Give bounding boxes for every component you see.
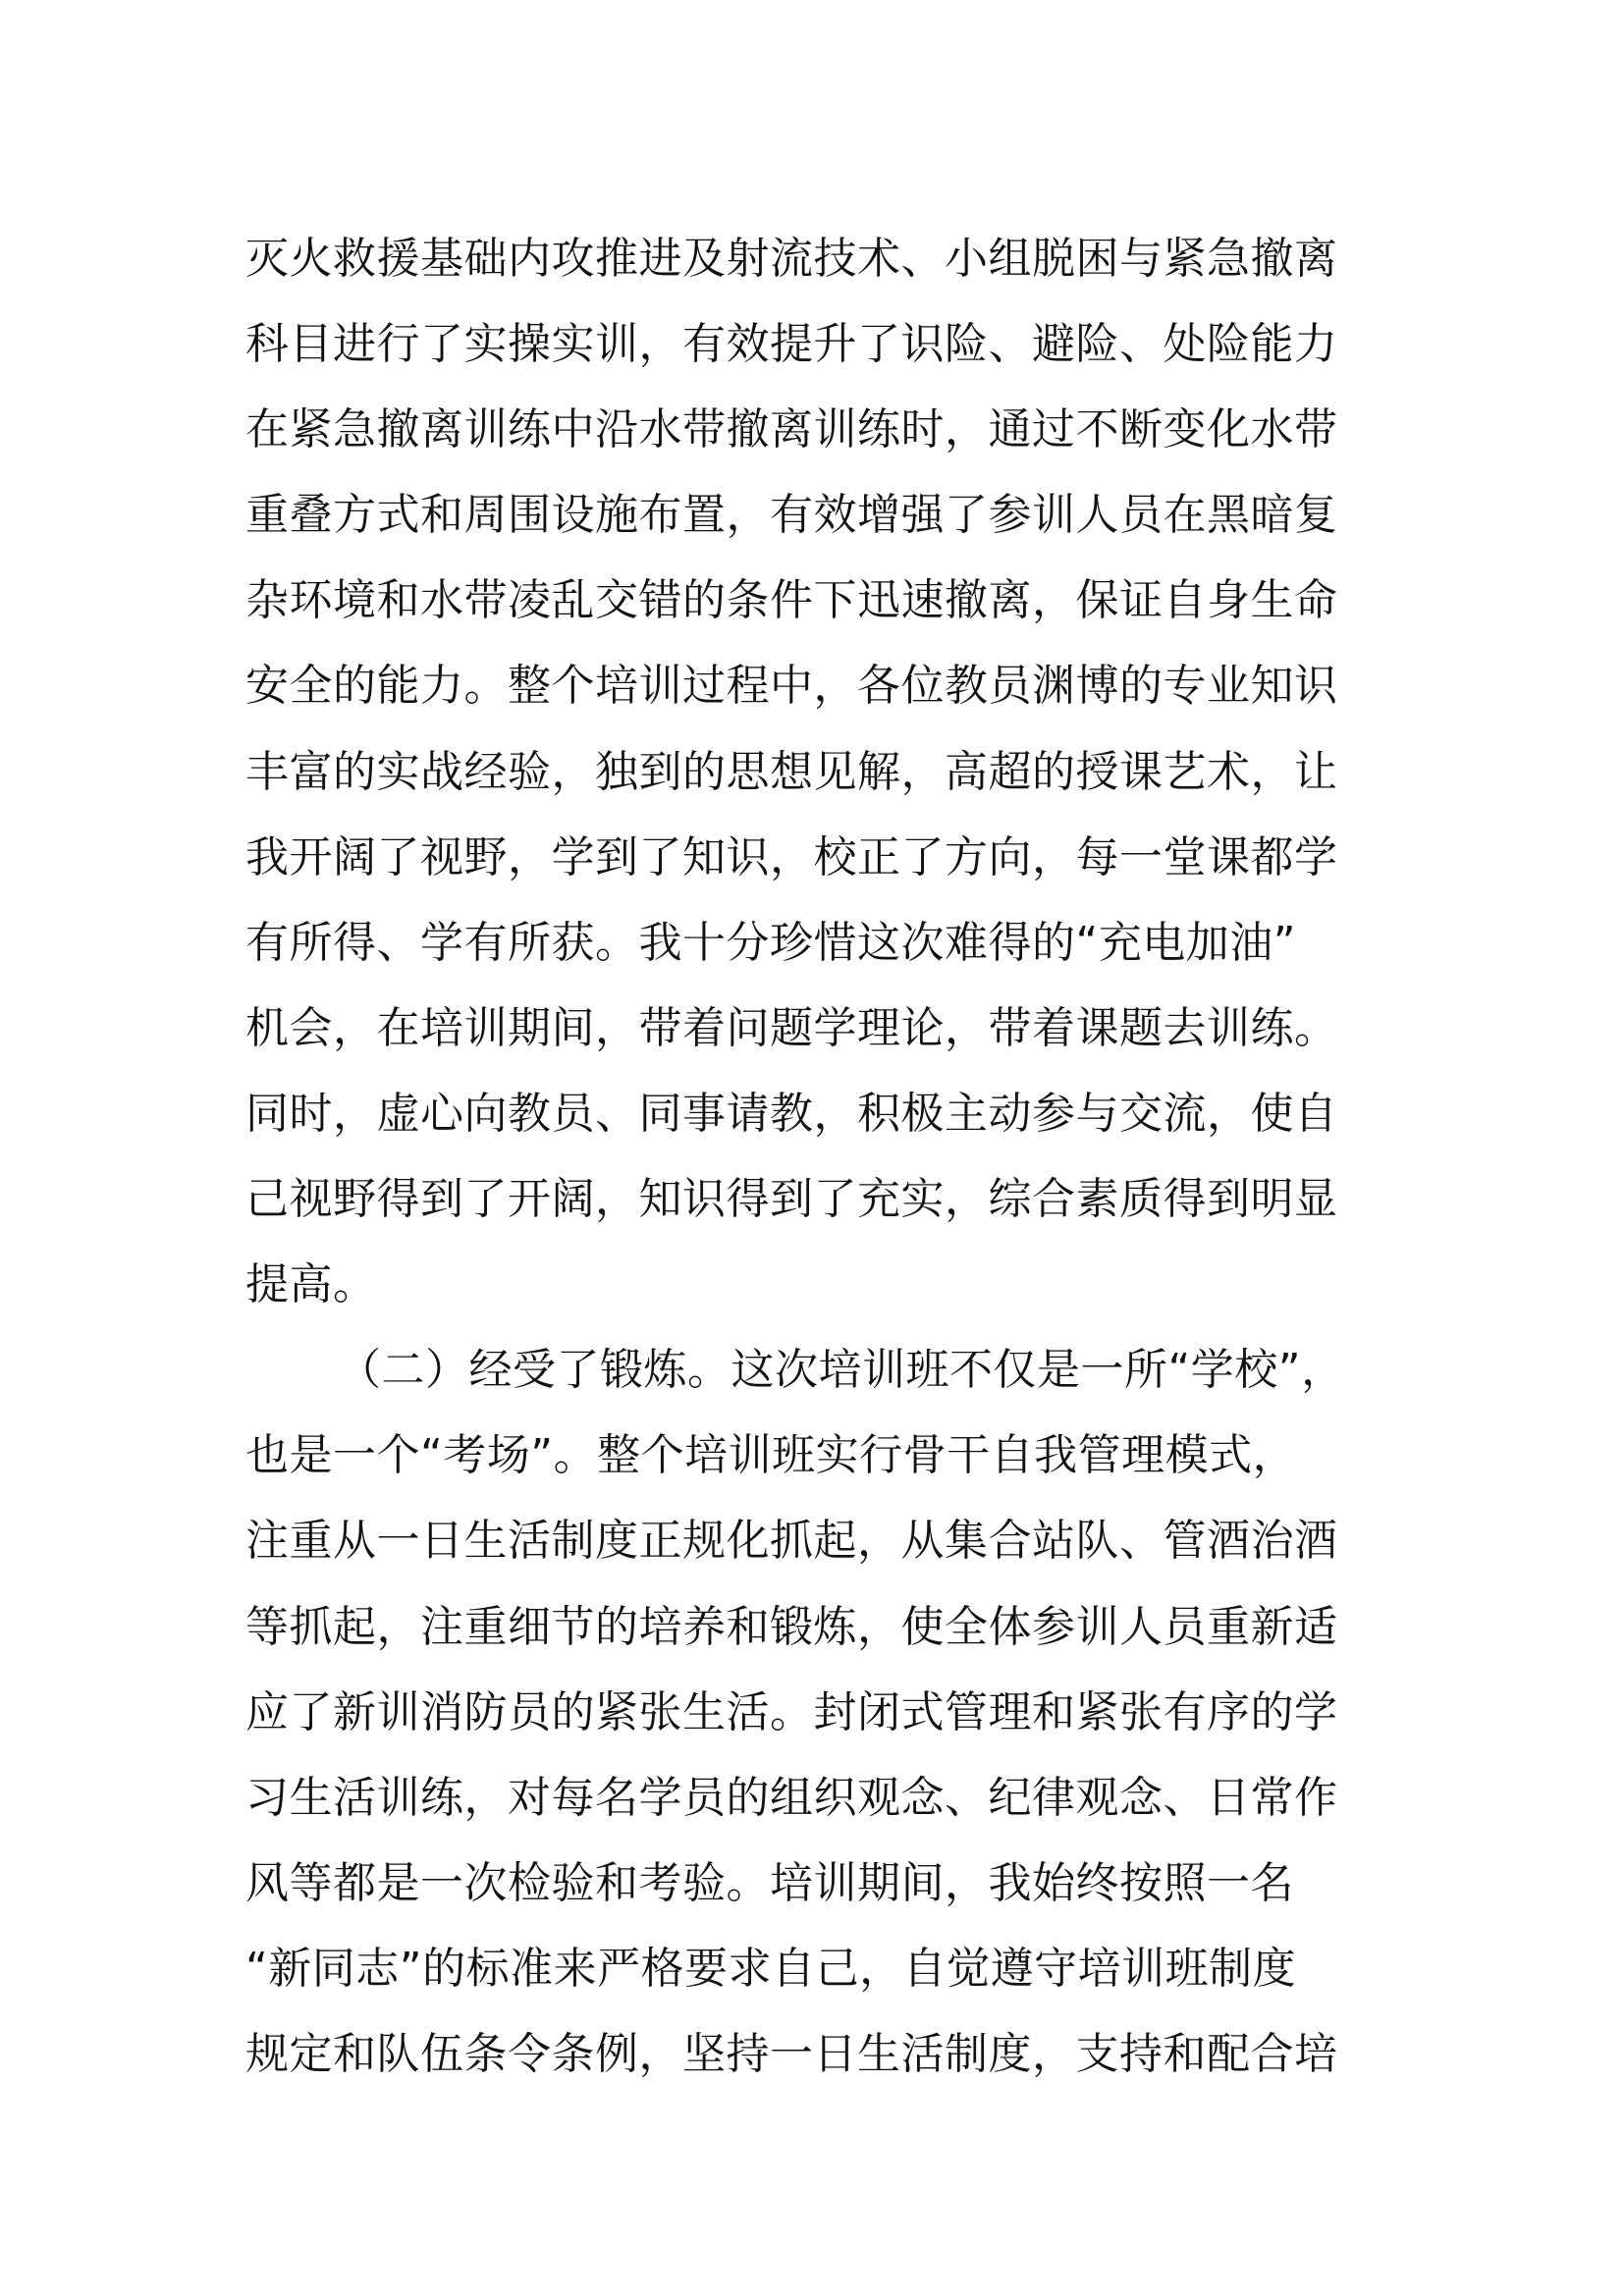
text-line-17: 等抓起，注重细节的培养和锻炼，使全体参训人员重新适: [245, 1601, 1338, 1652]
text-line-10: 机会，在培训期间，带着问题学理论，带着课题去训练。: [245, 1002, 1338, 1053]
body-text: [245, 216, 1394, 2097]
text-line-11: 同时，虚心向教员、同事请教，积极主动参与交流，使自: [245, 1088, 1338, 1139]
text-line-3: 在紧急撤离训练中沿水带撤离训练时，通过不断变化水带: [245, 404, 1338, 455]
text-line-13: 提高。: [245, 1259, 377, 1310]
text-line-12: 己视野得到了开阔，知识得到了充实，综合素质得到明显: [245, 1174, 1338, 1225]
text-line-15: 也是一个“考场”。整个培训班实行骨干自我管理模式，: [245, 1430, 1297, 1481]
section-heading-line: （二）经受了锻炼。这次培训班不仅是一所“学校”，: [338, 1345, 1345, 1396]
text-line-9: 有所得、学有所获。我十分珍惜这次难得的“充电加油”: [245, 917, 1297, 968]
text-line-16: 注重从一日生活制度正规化抓起，从集合站队、管酒治酒: [245, 1516, 1338, 1567]
text-line-4: 重叠方式和周围设施布置，有效增强了参训人员在黑暗复: [245, 490, 1338, 541]
text-line-5: 杂环境和水带凌乱交错的条件下迅速撤离，保证自身生命: [245, 575, 1338, 626]
text-line-8: 我开阔了视野，学到了知识，校正了方向，每一堂课都学: [245, 831, 1338, 882]
text-line-1: 灭火救援基础内攻推进及射流技术、小组脱困与紧急撤离: [245, 234, 1338, 284]
text-line-20: 风等都是一次检验和考验。培训期间，我始终按照一名: [245, 1857, 1294, 1908]
text-line-21: “新同志”的标准来严格要求自己，自觉遵守培训班制度: [245, 1943, 1297, 1994]
text-line-2: 科目进行了实操实训，有效提升了识险、避险、处险能力: [245, 319, 1338, 370]
text-line-7: 丰富的实战经验，独到的思想见解，高超的授课艺术，让: [245, 746, 1338, 797]
text-line-6: 安全的能力。整个培训过程中，各位教员渊博的专业知识: [245, 661, 1338, 712]
text-line-19: 习生活训练，对每名学员的组织观念、纪律观念、日常作: [245, 1772, 1338, 1823]
text-line-22: 规定和队伍条令条例，坚持一日生活制度，支持和配合培: [245, 2028, 1338, 2079]
text-line-18: 应了新训消防员的紧张生活。封闭式管理和紧张有序的学: [245, 1686, 1338, 1737]
